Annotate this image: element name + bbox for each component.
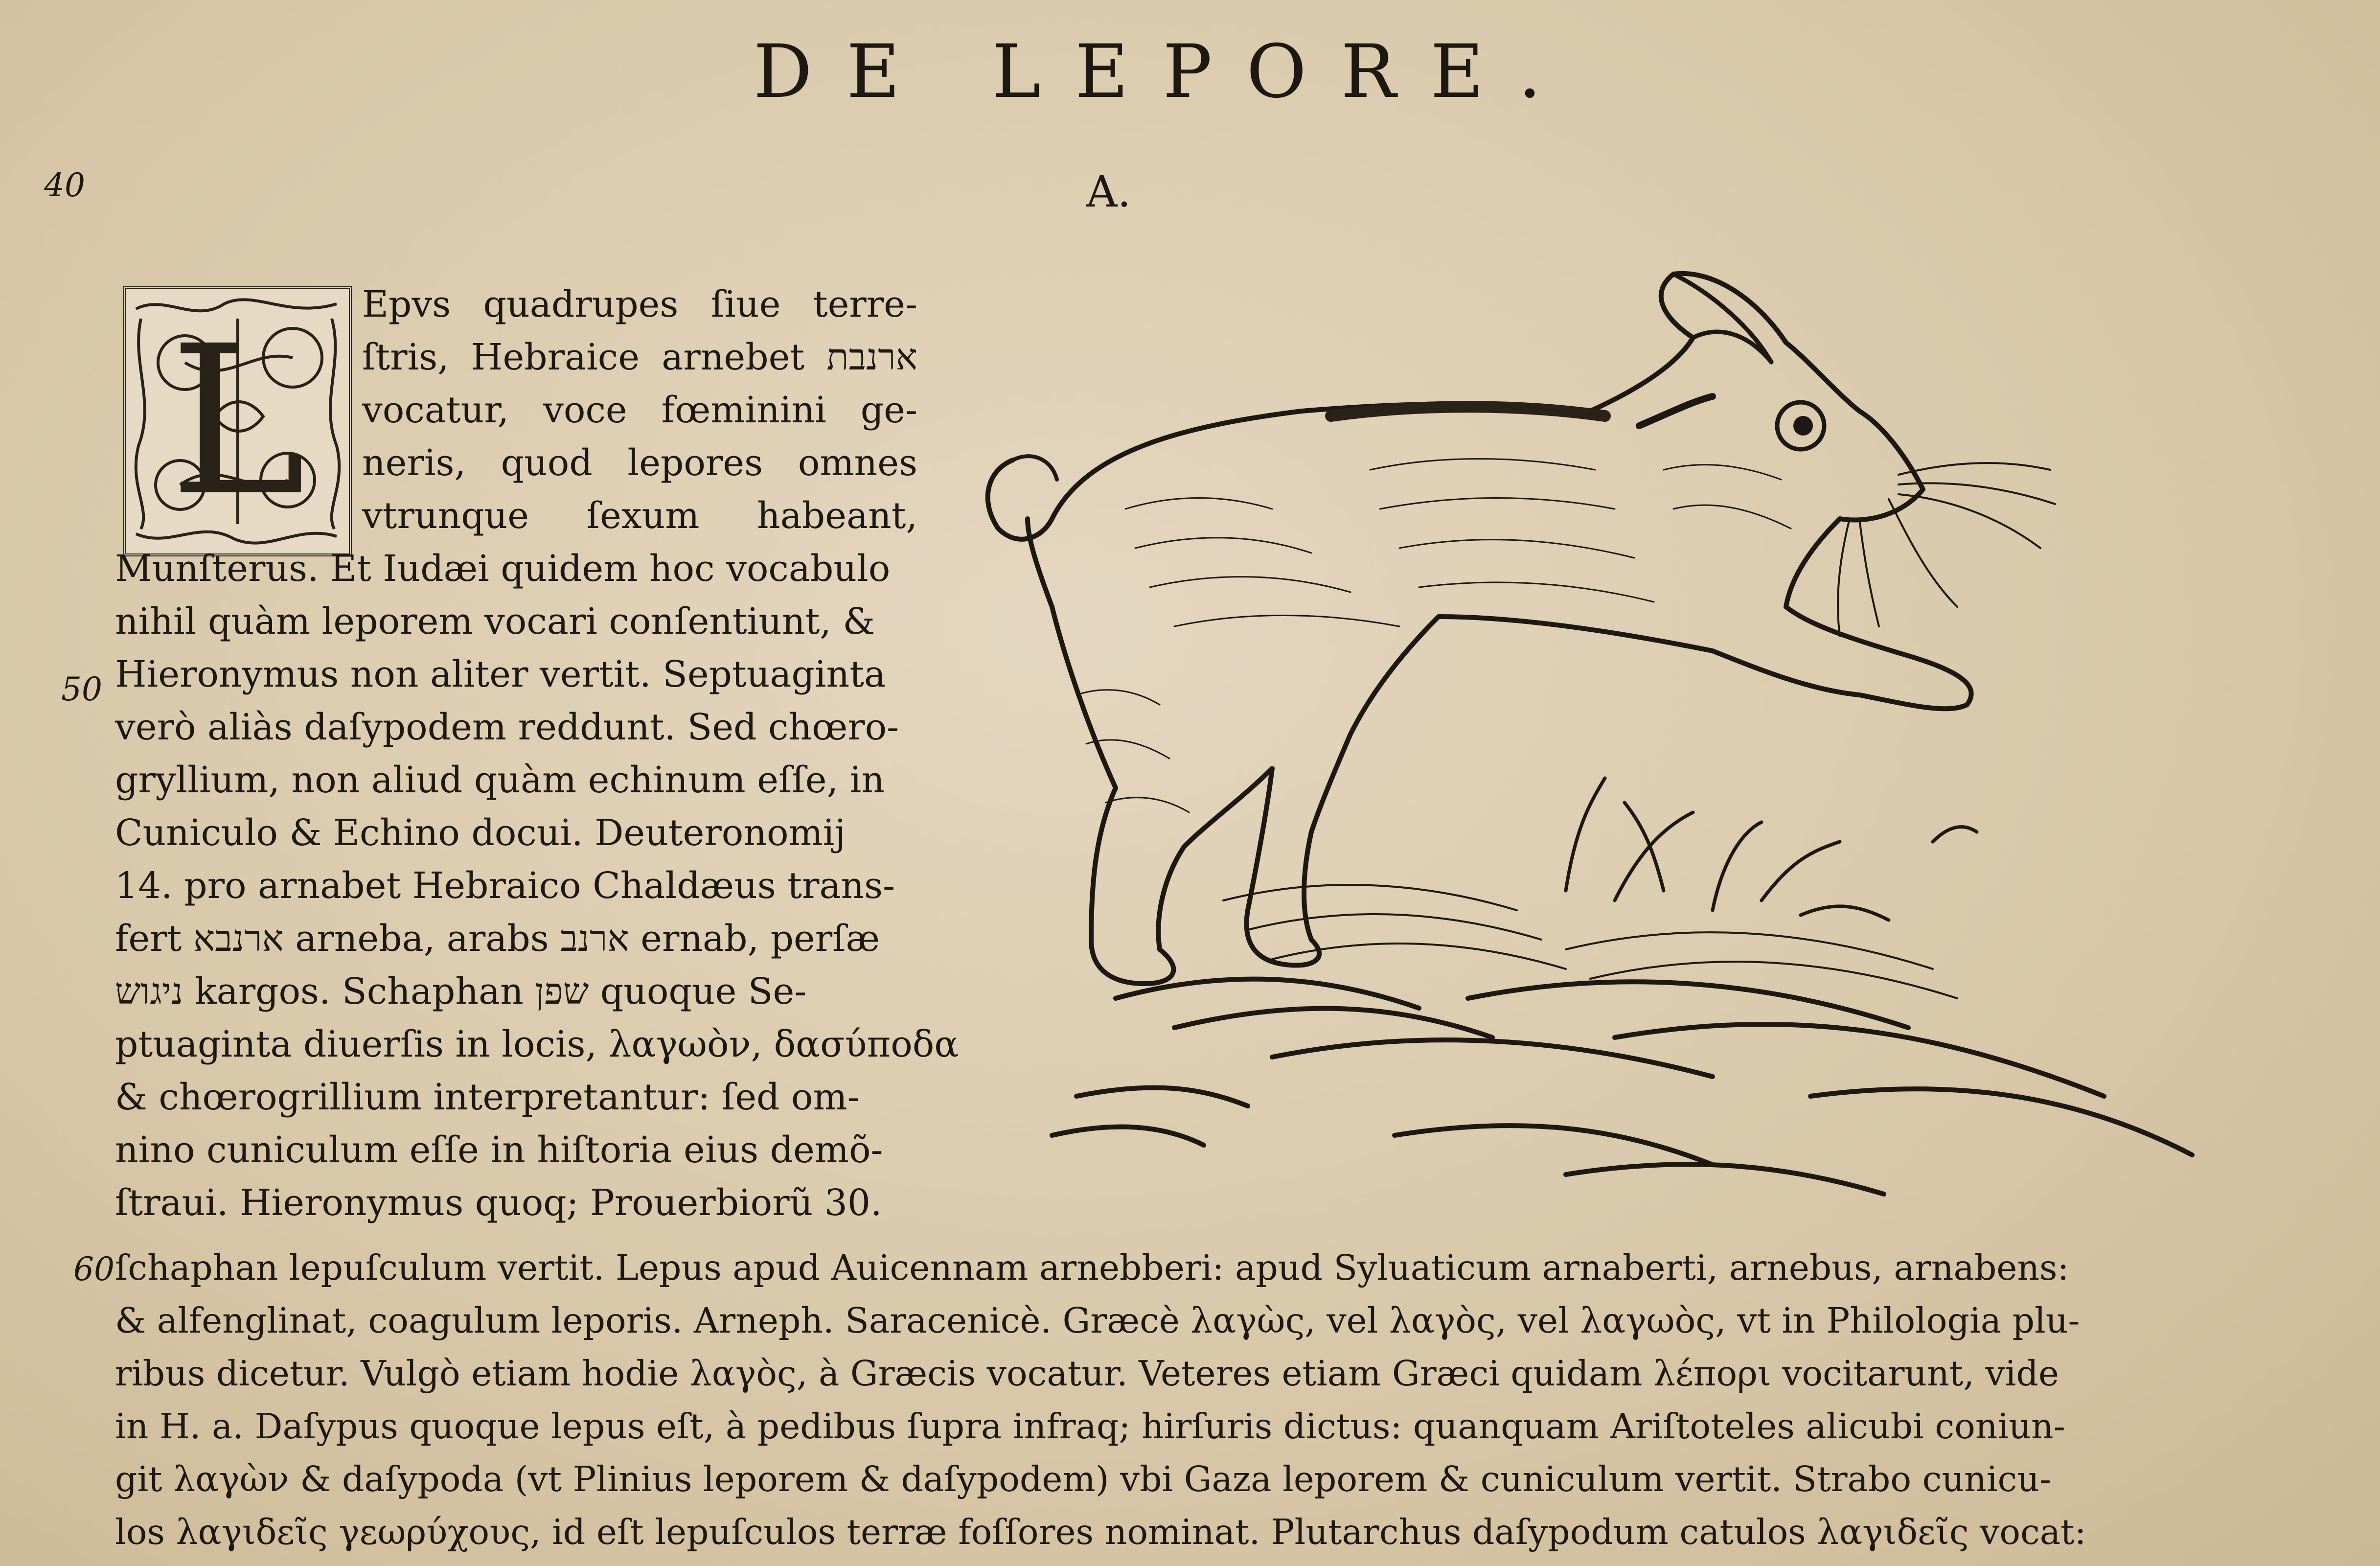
text-line: & alfenglinat, coagulum leporis. Arneph. Saracenicè. Græcè λαγὼς, vel λαγὸς, vel λαγωὸς, vt in Philologia plu- xyxy=(115,1300,2080,1341)
text-line: ſchaphan lepuſculum vertit. Lepus apud Auicennam arnebberi: apud Syluaticum arnaberti, arnebus, arnabens: xyxy=(115,1247,2069,1288)
text-line: Cuniculo & Echino docui. Deuteronomij xyxy=(115,812,846,854)
text-line: ribus dicetur. Vulgò etiam hodie λαγὸς, à Græcis vocatur. Veteres etiam Græci quidam λέπορι vocitarunt, vide xyxy=(115,1353,2059,1394)
section-letter: A. xyxy=(1086,166,1131,217)
initial-letter: L xyxy=(169,301,306,541)
text-line: ptuaginta diuerſis in locis, λαγωὸν, δασύποδα xyxy=(115,1023,959,1065)
text-line: Epvs quadrupes ſiue terre- xyxy=(362,283,917,325)
hare-woodcut-illustration xyxy=(930,264,2221,1209)
text-line: nihil quàm leporem vocari conſentiunt, & xyxy=(115,600,875,643)
text-line: nino cuniculum eſſe in hiſtoria eius demõ- xyxy=(115,1129,883,1171)
text-line: Munſterus. Et Iudæi quidem hoc vocabulo xyxy=(115,548,891,590)
text-line: 14. pro arnabet Hebraico Chaldæus trans- xyxy=(115,865,895,907)
text-line: los λαγιδεῖς γεωρύχους, id eſt lepuſculos terræ foſſores nominat. Plutarchus daſypodum catulos λαγιδεῖς vocat: xyxy=(115,1512,2086,1552)
text-line: fert ארנבא arneba, arabs ארנב ernab, perſæ xyxy=(115,918,880,960)
margin-line-number-40: 40 xyxy=(44,166,85,204)
text-line: ניגוש kargos. Schaphan שפן quoque Se- xyxy=(115,970,807,1013)
margin-line-number-60: 60 xyxy=(73,1250,114,1288)
text-line: vtrunque ſexum habeant, xyxy=(362,495,917,537)
text-line: verò aliàs daſypodem reddunt. Sed chœro- xyxy=(115,706,899,748)
text-line: ſtraui. Hieronymus quoq; Prouerbiorũ 30. xyxy=(115,1182,882,1224)
text-line: gryllium, non aliud quàm echinum eſſe, in xyxy=(115,759,885,801)
text-line: & chœrogrillium interpretantur: ſed om- xyxy=(115,1076,860,1118)
text-line: ſtris, Hebraice arnebet ארנבת xyxy=(362,336,917,378)
text-line: Hieronymus non aliter vertit. Septuaginta xyxy=(115,653,886,695)
text-line: git λαγὼν & daſypoda (vt Plinius leporem & daſypodem) vbi Gaza leporem & cuniculum vertit. Strabo cunicu- xyxy=(115,1459,2052,1499)
page-title: DE LEPORE. xyxy=(753,29,1576,115)
text-line: in H. a. Daſypus quoque lepus eſt, à pedibus ſupra infraq; hirſuris dictus: quanquam Ariſtoteles alicubi coniun- xyxy=(115,1406,2065,1447)
text-line: vocatur, voce fœminini ge- xyxy=(362,389,917,431)
text-line: neris, quod lepores omnes xyxy=(362,442,917,484)
decorated-initial xyxy=(123,286,352,556)
margin-line-number-50: 50 xyxy=(61,670,102,708)
